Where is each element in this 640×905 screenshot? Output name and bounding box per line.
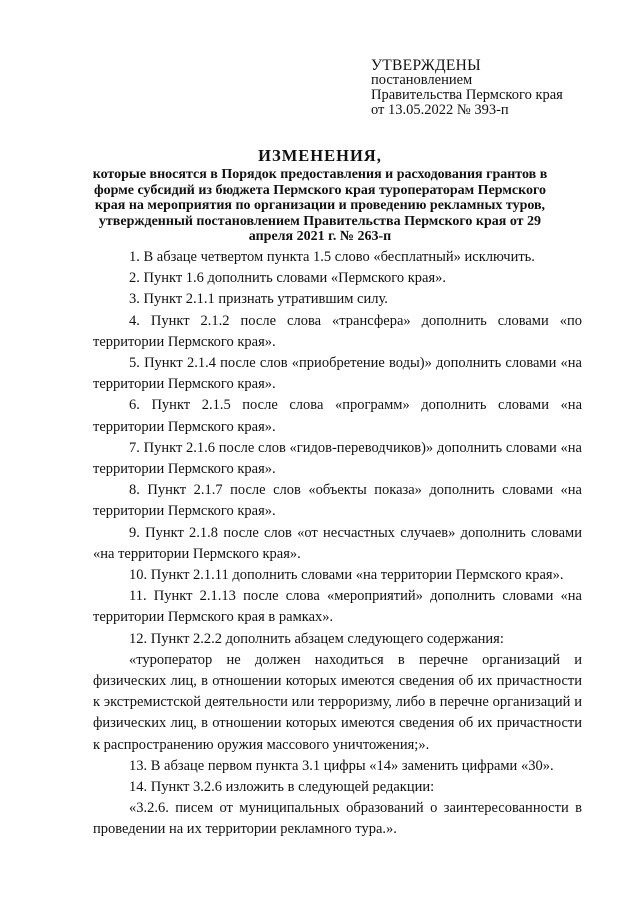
paragraph-8: 8. Пункт 2.1.7 после слов «объекты показа» дополнить словами «на территории Пермского края». xyxy=(93,482,582,520)
paragraph-4: 4. Пункт 2.1.2 после слова «трансфера» дополнить словами «по территории Пермского края». xyxy=(93,312,582,350)
paragraph-14: 14. Пункт 3.2.6 изложить в следующей редакции: xyxy=(129,779,435,796)
document-title: ИЗМЕНЕНИЯ, xyxy=(258,146,382,165)
approval-stamp xyxy=(371,58,563,118)
paragraph-10: 10. Пункт 2.1.11 дополнить словами «на территории Пермского края». xyxy=(129,567,564,584)
quoted-paragraph-14: «3.2.6. писем от муниципальных образований о заинтересованности в проведении на их территории рекламного тура.». xyxy=(93,800,582,838)
paragraph-2: 2. Пункт 1.6 дополнить словами «Пермского края». xyxy=(129,270,446,287)
paragraph-9: 9. Пункт 2.1.8 после слов «от несчастных случаев» дополнить словами «на территории Пермского края». xyxy=(93,524,582,562)
quoted-paragraph-12: «туроператор не должен находиться в перечне организаций и физических лиц, в отношении которых имеются сведения об их причастности к экстремистской деятельности или терроризму, либо в перечне организаций и физических лиц, в отношении которых имеются сведения об их причастности к распространению оружия массового уничтожения;». xyxy=(93,651,582,753)
approval-line-1: постановлением xyxy=(371,72,473,88)
paragraph-5: 5. Пункт 2.1.4 после слов «приобретение воды)» дополнить словами «на территории Пермского края». xyxy=(93,355,582,393)
paragraph-1: 1. В абзаце четвертом пункта 1.5 слово «бесплатный» исключить. xyxy=(129,249,535,265)
document-body xyxy=(93,247,582,841)
paragraph-11: 11. Пункт 2.1.13 после слова «мероприятий» дополнить словами «на территории Пермского края в рамках». xyxy=(93,588,582,626)
document-subtitle: которые вносятся в Порядок предоставления и расходования грантов в форме субсидий из бюджета Пермского края туроператорам Пермского края на мероприятия по организации и проведению рекламных туров, утвержденный постановлением Правительства Пермского края от 29 апреля 2021 г. № 263-п xyxy=(92,167,548,244)
paragraph-7: 7. Пункт 2.1.6 после слов «гидов-переводчиков)» дополнить словами «на территории Пермского края». xyxy=(93,439,582,478)
paragraph-3: 3. Пункт 2.1.1 признать утратившим силу. xyxy=(129,291,388,308)
approval-line-2: Правительства Пермского края xyxy=(371,87,563,103)
paragraph-13: 13. В абзаце первом пункта 3.1 цифры «14» заменить цифрами «30». xyxy=(129,757,554,774)
paragraph-12: 12. Пункт 2.2.2 дополнить абзацем следующего содержания: xyxy=(129,630,504,647)
paragraph-6: 6. Пункт 2.1.5 после слова «программ» дополнить словами «на территории Пермского края». xyxy=(93,397,582,435)
approval-line-3: от 13.05.2022 № 393-п xyxy=(371,102,509,118)
approval-heading: УТВЕРЖДЕНЫ xyxy=(371,57,481,74)
